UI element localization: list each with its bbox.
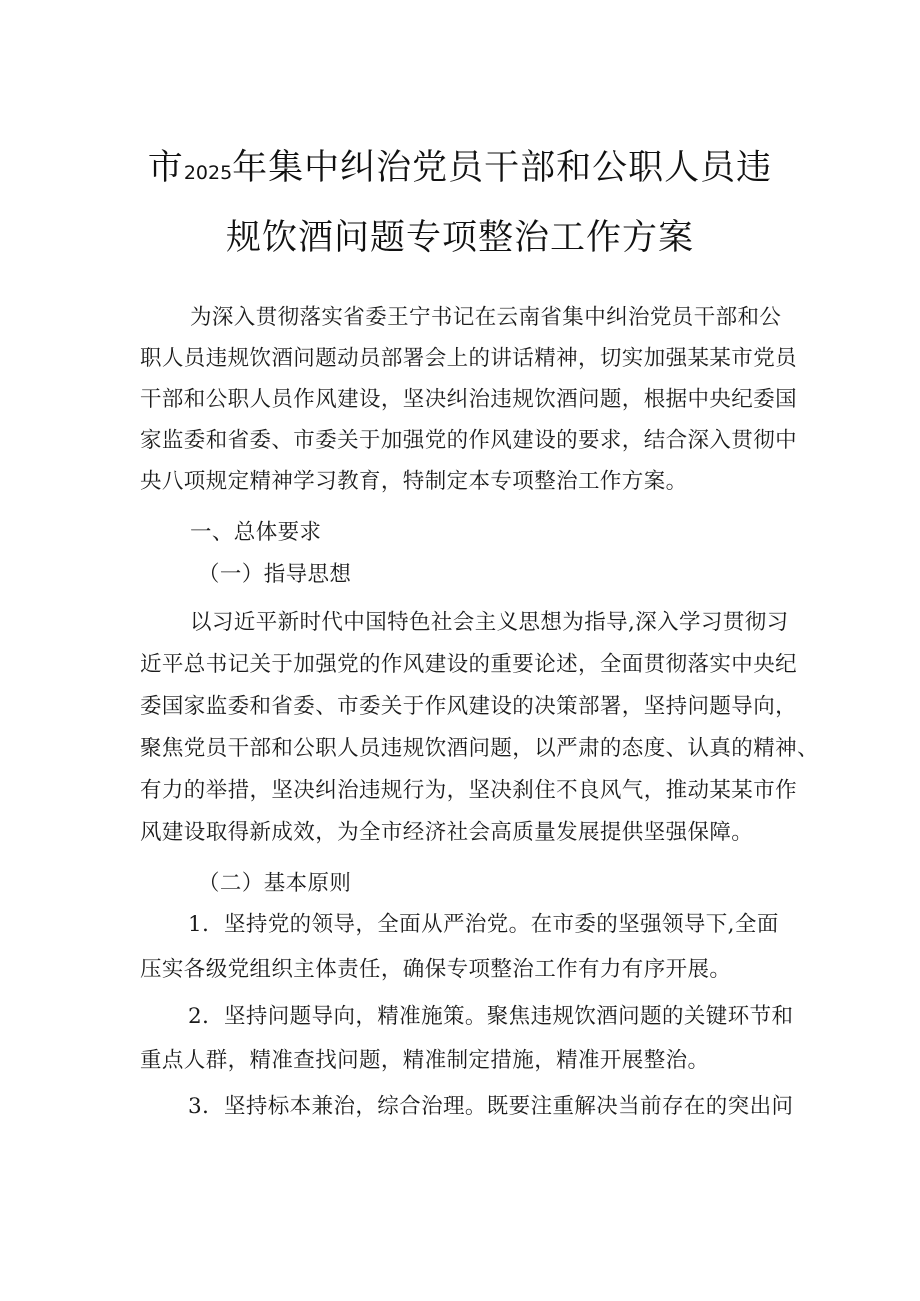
document-title-line-1: [0, 140, 920, 190]
principle-line: 1．坚持党的领导，全面从严治党。在市委的坚强领导下,全面: [188, 912, 779, 937]
paragraph-line: 职人员违规饮酒问题动员部署会上的讲话精神，切实加强某某市党员: [140, 346, 798, 371]
paragraph-line: 干部和公职人员作风建设，坚决纠治违规饮酒问题，根据中央纪委国: [140, 387, 798, 412]
paragraph-line: 家监委和省委、市委关于加强党的作风建设的要求，结合深入贯彻中: [140, 428, 798, 453]
paragraph-line: 重点人群，精准查找问题，精准制定措施，精准开展整治。: [140, 1048, 710, 1073]
paragraph-line: 央八项规定精神学习教育，特制定本专项整治工作方案。: [140, 469, 688, 494]
paragraph-line: 压实各级党组织主体责任，确保专项整治工作有力有序开展。: [140, 957, 732, 982]
subsection-heading: （二）基本原则: [198, 871, 352, 896]
title-prefix: 市: [147, 148, 184, 188]
principle-line: 3．坚持标本兼治，综合治理。既要注重解决当前存在的突出问: [188, 1094, 794, 1119]
paragraph-line: 委国家监委和省委、市委关于作风建设的决策部署，坚持问题导向，: [140, 694, 798, 719]
title-year: 2025: [183, 162, 233, 184]
paragraph-line: 为深入贯彻落实省委王宁书记在云南省集中纠治党员干部和公: [190, 305, 782, 330]
subsection-heading: （一）指导思想: [198, 562, 352, 587]
document-title-line-2: 规饮酒问题专项整治工作方案: [225, 218, 694, 258]
principle-line: 2．坚持问题导向，精准施策。聚焦违规饮酒问题的关键环节和: [188, 1004, 794, 1029]
paragraph-line: 有力的举措，坚决纠治违规行为，坚决刹住不良风气，推动某某市作: [140, 778, 798, 803]
paragraph-line: 风建设取得新成效，为全市经济社会高质量发展提供坚强保障。: [140, 820, 754, 845]
title-suffix: 年集中纠治党员干部和公职人员违: [232, 148, 773, 188]
paragraph-line: 以习近平新时代中国特色社会主义思想为指导,深入学习贯彻习: [190, 610, 789, 635]
section-heading: 一、总体要求: [190, 520, 322, 545]
paragraph-line: 聚焦党员干部和公职人员违规饮酒问题，以严肃的态度、认真的精神、: [140, 736, 819, 761]
paragraph-line: 近平总书记关于加强党的作风建设的重要论述，全面贯彻落实中央纪: [140, 652, 798, 677]
